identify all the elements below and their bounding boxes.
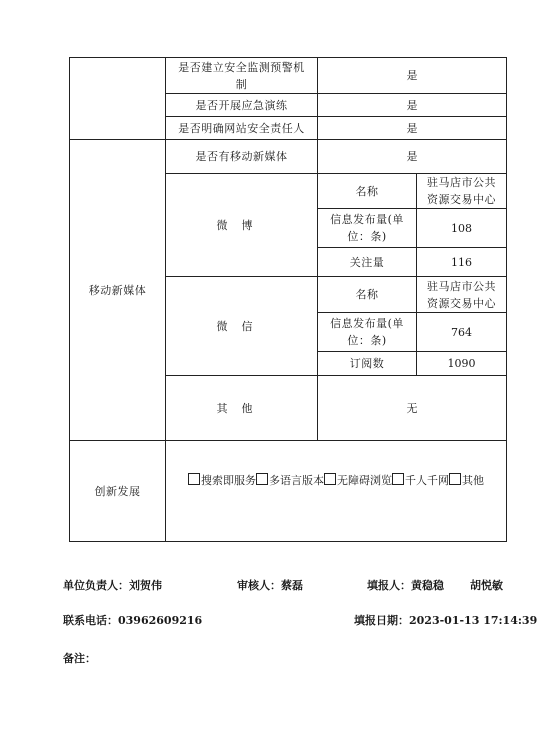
mobile-media-value: 是 [318, 140, 507, 174]
weibo-name-value: 驻马店市公共资源交易中心 [417, 174, 507, 209]
contact-phone: 联系电话：03962609216 [63, 614, 203, 627]
weibo-posts-value: 108 [417, 209, 507, 248]
mobile-media-label: 是否有移动新媒体 [166, 140, 318, 174]
emergency-drill-value: 是 [318, 94, 507, 117]
weibo-followers-label: 关注量 [318, 248, 417, 277]
monitoring-warning-label: 是否建立安全监测预警机制 [166, 58, 318, 94]
checkbox-icon[interactable] [324, 473, 336, 485]
innovation-options [166, 441, 507, 542]
weixin-posts-value: 764 [417, 313, 507, 352]
checkbox-icon[interactable] [188, 473, 200, 485]
weixin-subscribers-label: 订阅数 [318, 352, 417, 376]
unit-head: 单位负责人：刘贺伟 [63, 579, 162, 592]
checkbox-icon[interactable] [256, 473, 268, 485]
weixin-subscribers-value: 1090 [417, 352, 507, 376]
security-owner-label: 是否明确网站安全责任人 [166, 117, 318, 140]
report-table [69, 57, 506, 542]
weixin-name-label: 名称 [318, 277, 417, 313]
weibo-name-label: 名称 [318, 174, 417, 209]
fill-date: 填报日期：2023-01-13 17:14:39 [354, 614, 538, 627]
filler: 填报人：黄稳稳 [367, 579, 444, 592]
other-media-value: 无 [318, 376, 507, 441]
checkbox-icon[interactable] [449, 473, 461, 485]
weibo-label: 微博 [166, 174, 318, 277]
weixin-label: 微信 [166, 277, 318, 376]
filler-second: 胡悦敏 [470, 579, 503, 592]
monitoring-warning-value: 是 [318, 58, 507, 94]
reviewer: 审核人：蔡磊 [237, 579, 303, 592]
security-group-cell [70, 58, 166, 140]
mobile-media-group-label: 移动新媒体 [70, 140, 166, 441]
option-accessibility[interactable]: 无障碍浏览 [324, 474, 392, 487]
option-multilingual[interactable]: 多语言版本 [256, 474, 324, 487]
checkbox-icon[interactable] [392, 473, 404, 485]
innovation-label: 创新发展 [70, 441, 166, 542]
emergency-drill-label: 是否开展应急演练 [166, 94, 318, 117]
option-other[interactable]: 其他 [449, 474, 484, 487]
weixin-name-value: 驻马店市公共资源交易中心 [417, 277, 507, 313]
option-search-service[interactable]: 搜索即服务 [188, 474, 256, 487]
weixin-posts-label: 信息发布量(单位：条) [318, 313, 417, 352]
security-owner-value: 是 [318, 117, 507, 140]
weibo-posts-label: 信息发布量(单位：条) [318, 209, 417, 248]
weibo-followers-value: 116 [417, 248, 507, 277]
remarks: 备注： [63, 652, 96, 665]
option-personalized[interactable]: 千人千网 [392, 474, 449, 487]
other-media-label: 其他 [166, 376, 318, 441]
